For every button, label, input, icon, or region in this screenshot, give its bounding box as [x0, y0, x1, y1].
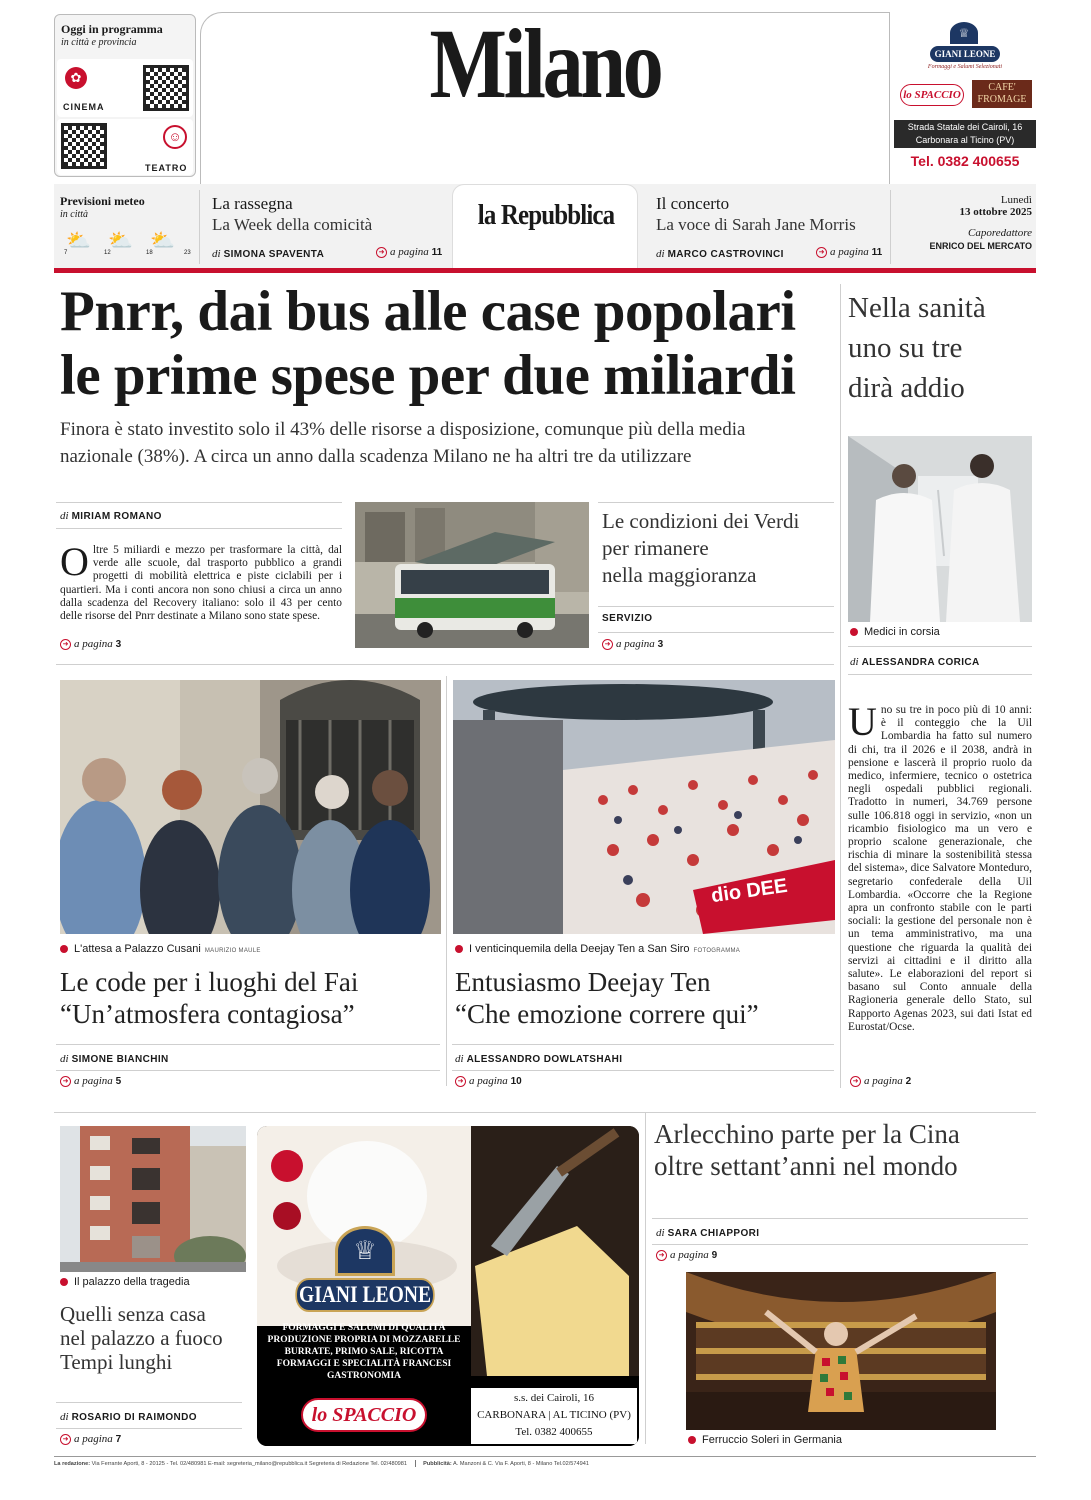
bullet-icon — [850, 628, 858, 636]
arrow-icon: ➜ — [455, 1076, 466, 1087]
teatro-cell[interactable] — [57, 119, 193, 175]
arlecchino-page-ref[interactable]: ➜ a pagina 9 — [656, 1249, 717, 1261]
cinema-label: CINEMA — [63, 102, 105, 112]
ad-addr-1: s.s. dei Cairoli, 16 — [513, 1392, 595, 1404]
deejay-banner: dio DEE — [709, 874, 789, 908]
partly-cloudy-icon: ⛅ — [66, 230, 91, 252]
bullet-icon — [60, 945, 68, 953]
teaser-kicker: La rassegna — [212, 194, 293, 213]
republica-logo: la Repubblica — [477, 199, 615, 231]
teatro-label: TEATRO — [145, 163, 188, 173]
ad-phone: Tel. 0382 400655 — [515, 1426, 593, 1438]
ad-spaccio: lo SPACCIO — [301, 1398, 427, 1432]
verdi-headline[interactable]: Le condizioni dei Verdi per rimanere nella maggioranza — [602, 509, 800, 587]
arrow-icon: ➜ — [60, 1434, 71, 1445]
partly-cloudy-icon: ⛅ — [108, 230, 133, 252]
cinema-cell[interactable] — [57, 59, 193, 117]
verdi-label: SERVIZIO — [602, 613, 653, 624]
teaser-byline: di SIMONA SPAVENTA — [212, 248, 325, 260]
ad-brand: GIANI LEONE — [295, 1278, 434, 1312]
arlecchino-caption: Ferruccio Soleri in Germania — [688, 1434, 842, 1446]
arrow-icon: ➜ — [376, 247, 387, 258]
medici-caption: Medici in corsia — [850, 626, 940, 638]
teaser-concerto[interactable] — [656, 194, 886, 264]
fai-headline[interactable]: Le code per i luoghi del Fai “Un’atmosfera contagiosa” — [60, 967, 359, 1029]
medici-photo — [848, 436, 1032, 622]
lead-byline: di MIRIAM ROMANO — [60, 510, 162, 522]
ad-phone: Tel. 0382 400655 — [910, 153, 1020, 169]
ad-text: FORMAGGI E SALUMI DI QUALITÀ PRODUZIONE PROPRIA DI MOZZARELLE BURRATE, PRIMO SALE, RICOTTA FORMAGGI E SPECIALITÀ FRANCESI GASTRONOMIA — [267, 1323, 461, 1381]
ad-address-box — [894, 120, 1036, 148]
deejay-page-ref[interactable]: ➜ a pagina 10 — [455, 1075, 522, 1087]
programma-subtitle: in città e provincia — [61, 37, 137, 48]
bullet-icon — [688, 1436, 696, 1444]
teaser-page-ref[interactable]: ➜ a pagina 11 — [816, 246, 882, 258]
footer — [54, 1460, 1036, 1467]
sanita-body: Uno su tre in poco più di 10 anni: è il conteggio che la Uil Lombardia ha fatto sul numero di chi, tra il 2026 e il 2038, andrà in pensione e lascerà il proprio ruolo da medico, infermiere, tecnico o ostetrica negli ospedali pubblici regionali. Tradotto in numeri, 34.769 persone sulle 106.818 oggi in servizio, «non un ricambio fisiologico ma un vero e proprio scalone generazionale, che rischia di minare la sostenibilità stessa del sistema», dice Salvatore Monteduro, segretario confederale della Uil Lombardia. «Occorre che la Regione apra un confronto stabile con le parti sociali: la gestione del personale non è un tema amministrativo, ma una questione che riguarda la qualità dei servizi ai cittadini e il diritto alla salute». Le elaborazioni del report si basano sul Conto annuale della Ragioneria generale dello Stato, sul Rapporto Agenas 2023, sui dati Istat ed Eurostat/Ocse. — [848, 699, 1032, 1033]
republica-box — [452, 184, 638, 268]
tragedia-byline: di ROSARIO DI RAIMONDO — [60, 1411, 197, 1423]
date-full: 13 ottobre 2025 — [959, 206, 1032, 218]
footer-pub-label: Pubblicità: — [423, 1460, 452, 1467]
ad-cafe: CAFE' FROMAGE — [972, 80, 1032, 108]
arlecchino-byline: di SARA CHIAPPORI — [656, 1227, 760, 1239]
arlecchino-photo — [686, 1272, 996, 1430]
lead-deck: Finora è stato investito solo il 43% delle risorse a disposizione, comunque più della media nazionale (38%). A circa un anno dalla scadenza Milano ne ha altri tre da utilizzare — [60, 419, 746, 467]
dropcap: O — [60, 539, 89, 584]
programma-box — [54, 14, 196, 177]
bullet-icon — [60, 1278, 68, 1286]
footer-redazione-label: La redazione: — [54, 1460, 91, 1467]
fai-byline: di SIMONE BIANCHIN — [60, 1053, 169, 1065]
arrow-icon: ➜ — [850, 1076, 861, 1087]
teaser-rassegna[interactable] — [212, 194, 444, 264]
tragedia-photo — [60, 1126, 246, 1272]
lion-logo-icon: ♕ — [335, 1226, 395, 1276]
meteo-title: Previsioni meteo — [60, 194, 145, 208]
arrow-icon: ➜ — [60, 1076, 71, 1087]
masthead-title: Milano — [429, 8, 661, 119]
teaser-kicker: Il concerto — [656, 194, 730, 213]
editor-role: Caporedattore — [968, 227, 1032, 239]
fai-caption: L'attesa a Palazzo Cusani MAURIZIO MAULE — [60, 943, 261, 955]
partly-cloudy-icon: ⛅ — [150, 230, 175, 252]
meteo-hour: 7 — [64, 250, 68, 256]
ad-address-2: Carbonara al Ticino (PV) — [915, 135, 1015, 145]
lead-headline-line-2: le prime spese per due miliardi — [60, 344, 796, 407]
fai-page-ref[interactable]: ➜ a pagina 5 — [60, 1075, 121, 1087]
ad-tagline: Formaggi e Salumi Selezionati — [927, 64, 1003, 70]
bottom-ad[interactable] — [257, 1126, 639, 1446]
footer-pub: A. Manzoni & C. Via F. Aporti, 8 - Milano Tel.02/574941 — [452, 1460, 589, 1467]
qr-code-icon — [143, 65, 189, 111]
arrow-icon: ➜ — [656, 1250, 667, 1261]
deejay-headline[interactable]: Entusiasmo Deejay Ten “Che emozione correre qui” — [455, 967, 759, 1029]
qr-code-icon — [61, 123, 107, 169]
sanita-byline: di ALESSANDRA CORICA — [850, 656, 980, 668]
ad-address-box — [471, 1388, 637, 1444]
meteo[interactable] — [60, 194, 196, 264]
teaser-page-ref[interactable]: ➜ a pagina 11 — [376, 246, 442, 258]
ad-brand: GIANI LEONE — [930, 46, 1000, 62]
meteo-subtitle: in città — [60, 209, 89, 220]
bus-photo — [355, 502, 589, 648]
theater-mask-icon: ☺ — [163, 125, 187, 149]
meteo-hour: 18 — [146, 250, 153, 256]
date-day: Lunedì — [1000, 194, 1032, 206]
teaser-title: La voce di Sarah Jane Morris — [656, 215, 856, 234]
dateline — [896, 194, 1032, 264]
tragedia-headline[interactable]: Quelli senza casa nel palazzo a fuoco Tempi lunghi — [60, 1302, 223, 1374]
accent-bar — [54, 268, 1036, 273]
arlecchino-headline[interactable]: Arlecchino parte per la Cina oltre settant’anni nel mondo — [654, 1119, 960, 1181]
top-ad[interactable] — [894, 20, 1036, 172]
dropcap: U — [848, 699, 877, 744]
ad-addr-2: CARBONARA | AL TICINO (PV) — [477, 1409, 631, 1421]
deejay-photo — [453, 680, 835, 934]
lead-headline[interactable] — [60, 280, 840, 408]
fai-photo — [60, 680, 441, 934]
bullet-icon — [455, 945, 463, 953]
verdi-page-ref[interactable]: ➜ a pagina 3 — [602, 638, 663, 650]
footer-redazione: Via Ferrante Aporti, 8 - 20125 - Tel. 02/480981 E-mail: segreteria_milano@repubblica.it Segreteria di Redazione Tel. 02/480981 — [91, 1460, 408, 1467]
lead-body: Oltre 5 miliardi e mezzo per trasformare la città, dal verde alle scuole, dal trasporto pubblico a grandi progetti di mobilità elettrica e piste ciclabili per i quartieri. Ma i conti ancora non sono chiusi a circa un anno dalla scadenza del Recovery italiano: solo il 43 per cento delle risorse del Pnrr destinate a Milano sono state spese. — [60, 539, 342, 623]
arrow-icon: ➜ — [816, 247, 827, 258]
meteo-hour: 12 — [104, 250, 111, 256]
teaser-byline: di MARCO CASTROVINCI — [656, 248, 784, 260]
tragedia-page-ref[interactable]: ➜ a pagina 7 — [60, 1433, 121, 1445]
lead-headline-line-1: Pnrr, dai bus alle case popolari — [60, 280, 796, 343]
deejay-byline: di ALESSANDRO DOWLATSHAHI — [455, 1053, 623, 1065]
editor-name: ENRICO DEL MERCATO — [929, 241, 1032, 251]
programma-title: Oggi in programma — [61, 22, 163, 36]
deejay-caption: I venticinquemila della Deejay Ten a San Siro FOTOGRAMMA — [455, 943, 740, 955]
sanita-page-ref[interactable]: ➜ a pagina 2 — [850, 1075, 911, 1087]
tragedia-caption: Il palazzo della tragedia — [60, 1276, 190, 1288]
arrow-icon: ➜ — [602, 639, 613, 650]
meteo-hour: 23 — [184, 250, 191, 256]
teaser-title: La Week della comicità — [212, 215, 373, 234]
film-reel-icon: ✿ — [65, 67, 87, 89]
arrow-icon: ➜ — [60, 639, 71, 650]
sanita-headline[interactable]: Nella sanità uno su tre dirà addio — [848, 292, 986, 404]
lion-logo-icon: ♕ — [950, 22, 978, 44]
ad-spaccio: lo SPACCIO — [900, 84, 964, 106]
ad-address-1: Strada Statale dei Cairoli, 16 — [907, 122, 1023, 132]
lead-page-ref[interactable]: ➜ a pagina 3 — [60, 638, 121, 650]
